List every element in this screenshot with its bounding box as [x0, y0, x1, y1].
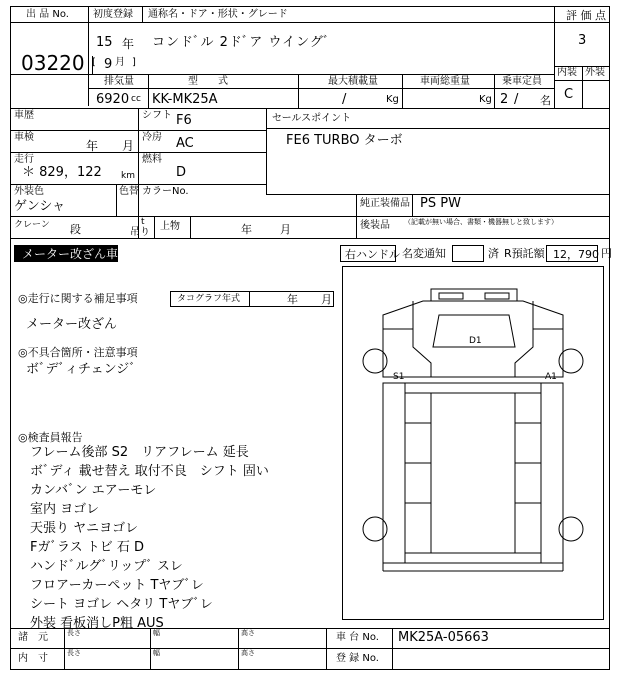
rule: [326, 628, 327, 670]
rule: [298, 74, 299, 108]
ext-color-value: ゲンシャ: [14, 199, 66, 214]
right-handle-label: 右ハンドル: [345, 248, 400, 261]
inspector-line: カンバﾞン エアーモレ: [30, 483, 157, 498]
rule: [392, 628, 393, 670]
interior-score: C: [564, 87, 574, 102]
inspector-line: 天張り ヤニヨゴレ: [30, 521, 139, 536]
rule: [88, 6, 89, 106]
rule: [10, 74, 554, 75]
color-code-label: カラーNo.: [142, 186, 189, 197]
inspector-line: ハンドﾞルグﾞリップﾞ スレ: [30, 559, 183, 574]
month-bracket-close: ]: [132, 57, 136, 68]
rule: [138, 108, 139, 238]
rule: [402, 74, 403, 108]
capacity-unit: 名: [540, 94, 551, 107]
recycle-done-label: 済: [488, 247, 499, 260]
chassis-number: MK25A-05663: [398, 630, 489, 645]
crane-hang-unit: 吊り: [130, 227, 150, 238]
rule: [238, 628, 239, 670]
rule: [148, 74, 149, 108]
damage-mark: D1: [469, 336, 482, 346]
defect-title: ◎不具合箇所・注意事項: [18, 346, 138, 359]
history-label: 車歴: [14, 110, 34, 121]
length-label: 長さ: [67, 649, 81, 657]
rule: [116, 184, 117, 216]
mileage-unit: km: [121, 171, 135, 181]
width-label: 幅: [153, 629, 160, 637]
ext-color-label: 外装色: [14, 186, 44, 197]
first-reg-label: 初度登録: [93, 9, 133, 20]
upper-label: 上物: [160, 221, 180, 232]
rule: [10, 108, 610, 109]
inspector-report-title: ◎検査員報告: [18, 431, 83, 444]
rule: [554, 80, 610, 81]
rule: [190, 216, 191, 238]
model-name: コンドﾞル 2ドﾞア ウイングﾞ: [152, 35, 331, 50]
name-change-box: [452, 245, 484, 262]
rule: [10, 152, 266, 153]
rule: [266, 194, 610, 195]
rule: [64, 628, 65, 670]
inner-dim-row-label: 内 寸: [18, 653, 48, 664]
capacity-separator: /: [514, 92, 519, 107]
max-load-separator: /: [342, 92, 347, 107]
shift-value: F6: [176, 113, 192, 128]
inspection-label: 車検: [14, 132, 34, 143]
displacement-unit: cc: [131, 94, 141, 104]
truck-cargo-box: [383, 383, 563, 571]
gross-weight-label: 車両総重量: [420, 76, 470, 87]
rule: [10, 184, 266, 185]
aftermarket-label: 後装品: [360, 220, 390, 231]
ac-value: AC: [176, 136, 194, 151]
gross-weight-unit: Kg: [479, 94, 492, 105]
model-type-value: KK-MK25A: [152, 92, 218, 107]
recycle-fee-label: R預託額: [504, 247, 545, 260]
equipment-label: 純正装備品: [360, 198, 410, 209]
overall-score: 3: [578, 33, 587, 48]
rule: [10, 238, 610, 239]
rule: [10, 628, 610, 629]
shift-label: シフト: [142, 110, 172, 121]
rule: [10, 22, 88, 23]
capacity-value: 2: [500, 92, 509, 107]
aftermarket-note: （記載が無い場合、書類・機器無しと致します）: [404, 218, 558, 226]
rule: [150, 628, 151, 670]
rule: [154, 216, 155, 238]
rule: [554, 22, 610, 23]
fuel-label: 燃料: [142, 154, 162, 165]
upper-month-unit: 月: [280, 223, 291, 236]
reg-year-unit: 年: [122, 37, 135, 51]
mileage-label: 走行: [14, 154, 34, 165]
upper-year-unit: 年: [241, 223, 252, 236]
capacity-label: 乗車定員: [502, 76, 542, 87]
inspection-year-unit: 年: [86, 139, 99, 153]
tachograph-month-unit: 月: [321, 293, 332, 306]
sales-point-label: セールスポイント: [272, 113, 352, 124]
height-label: 高さ: [241, 649, 255, 657]
truck-cab: [383, 289, 563, 377]
crane-label: クレーン: [14, 220, 50, 230]
rule: [88, 88, 554, 89]
crane-stage-unit: 段: [70, 223, 81, 236]
right-handle-box: [340, 245, 400, 262]
lot-number: 03220: [21, 51, 85, 75]
color-change-label: 色替: [119, 186, 139, 197]
equipment-value: PS PW: [420, 196, 461, 211]
inspector-line: フロアーカーペット Tヤブﾞレ: [30, 578, 204, 593]
displacement-value: 6920: [96, 92, 130, 107]
score-label: 評 価 点: [566, 9, 606, 22]
reg-year: 15: [96, 35, 113, 50]
height-label: 高さ: [241, 629, 255, 637]
mileage-value: ＊ 829，122: [22, 165, 102, 180]
damage-mark: A1: [545, 372, 557, 382]
inspection-month-unit: 月: [122, 139, 135, 153]
rule: [356, 216, 610, 217]
rule: [266, 128, 610, 129]
registration-label: 登 録 No.: [336, 653, 379, 664]
vehicle-diagram-frame: [342, 266, 604, 620]
exterior-label: 外装: [585, 67, 605, 78]
inspector-line: 室内 ヨゴレ: [30, 502, 100, 517]
reg-month: 9: [104, 57, 113, 72]
sales-point-value: FE6 TURBO ターボ: [286, 133, 403, 148]
tampered-meter-text: メーター改ざん車: [22, 247, 119, 261]
name-change-label: 名変通知: [402, 247, 446, 260]
inspector-line: Fガﾞラス トビ 石 D: [30, 540, 144, 555]
max-load-unit: Kg: [386, 94, 399, 105]
inspector-line: ボﾞディ 載せ替え 取付不良 シフト 固い: [30, 464, 269, 479]
max-load-label: 最大積載量: [328, 76, 378, 87]
length-label: 長さ: [67, 629, 81, 637]
rule: [10, 648, 610, 649]
tachograph-label: タコグラフ年式: [177, 294, 241, 304]
driving-remarks-title: ◎走行に関する補足事項: [18, 292, 138, 305]
defect-note: ボﾞデﾞィチェンジﾞ: [26, 362, 136, 377]
tampered-meter-banner: [14, 245, 118, 262]
inspector-line: フレーム後部 S2 リアフレーム 延長: [30, 445, 249, 460]
lot-label: 出 品 No.: [26, 9, 69, 20]
rule: [88, 22, 556, 23]
recycle-fee-box: [546, 245, 598, 262]
rule: [249, 292, 250, 306]
name-header: 通称名・ドア・形状・グレード: [148, 9, 288, 20]
recycle-fee-unit: 円: [601, 247, 612, 260]
width-label: 幅: [153, 649, 160, 657]
rule: [494, 74, 495, 108]
tachograph-year-unit: 年: [287, 293, 298, 306]
ac-label: 冷房: [142, 132, 162, 143]
fuel-value: D: [176, 165, 187, 180]
displacement-label: 排気量: [104, 76, 134, 87]
rule: [582, 66, 583, 108]
chassis-label: 車 台 No.: [336, 632, 379, 643]
interior-label: 内装: [557, 67, 577, 78]
damage-mark: S1: [393, 372, 405, 382]
rule: [10, 130, 266, 131]
rule: [10, 216, 356, 217]
driving-remarks-note: メーター改ざん: [26, 317, 118, 332]
recycle-fee-value: 12，790: [553, 248, 599, 261]
month-bracket-open: [: [92, 57, 96, 68]
inspector-line: シート ヨゴレ ヘタリ Tヤブﾞレ: [30, 597, 213, 612]
model-type-label: 型 式: [188, 76, 228, 87]
reg-month-unit: 月: [115, 57, 125, 68]
crane-ton-unit: t: [141, 217, 145, 227]
spec-row-label: 諸 元: [18, 632, 48, 643]
rule: [266, 108, 267, 194]
rule: [142, 6, 143, 22]
truck-diagram: [343, 267, 603, 619]
inspector-line: 外装 看板消しP粗 AUS: [30, 616, 164, 631]
tachograph-box: [170, 291, 334, 307]
rule: [412, 194, 413, 216]
